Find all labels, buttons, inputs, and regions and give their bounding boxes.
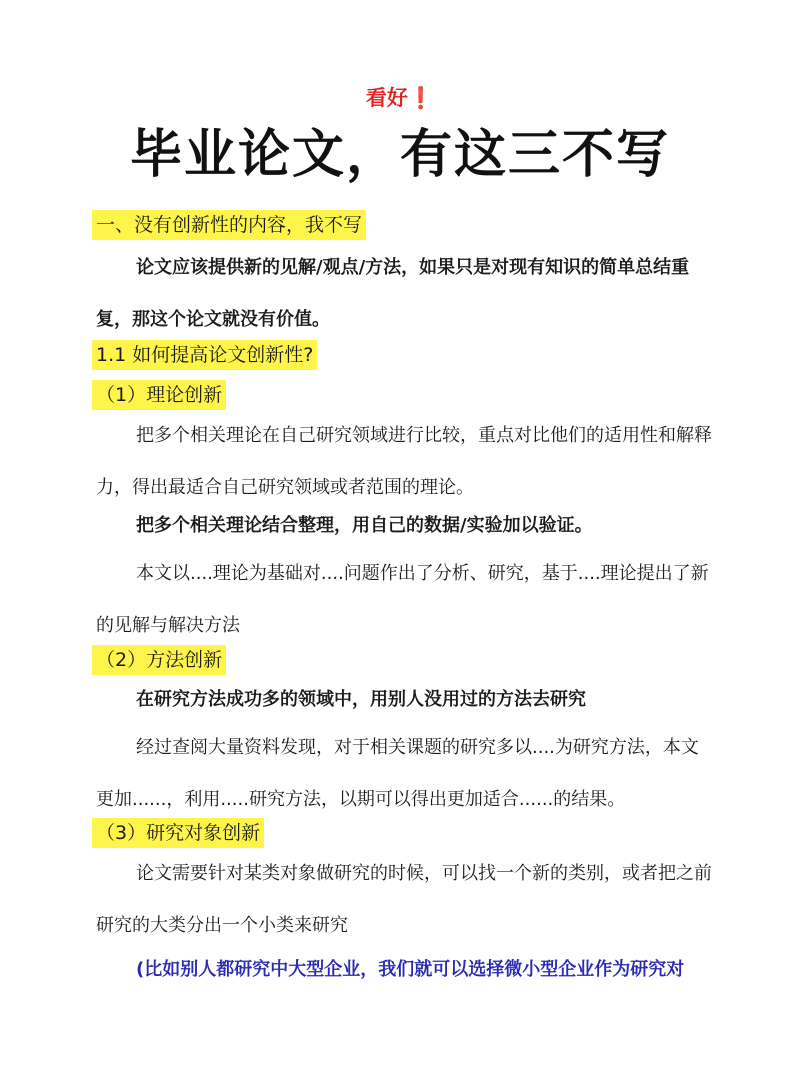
object-example-text: (比如别人都研究中大型企业，我们就可以选择微小型企业作为研究对	[136, 959, 685, 980]
question-heading: 1.1 如何提高论文创新性?	[92, 340, 317, 370]
theory-bold-text: 把多个相关理论结合整理，用自己的数据/实验加以验证。	[136, 515, 593, 536]
object-heading: （3）研究对象创新	[92, 818, 264, 848]
theory-example	[96, 548, 716, 652]
object-example	[96, 944, 716, 996]
section1-body	[96, 242, 716, 346]
header-tag: 看好❗	[365, 85, 435, 110]
method-bold-text: 在研究方法成功多的领域中，用别人没用过的方法去研究	[136, 689, 586, 710]
object-body	[96, 848, 716, 952]
section1-heading: 一、没有创新性的内容，我不写	[92, 210, 366, 240]
object-body-text: 论文需要针对某类对象做研究的时候，可以找一个新的类别，或者把之前研究的大类分出一个小类来研究	[96, 863, 712, 936]
section1-body-text: 论文应该提供新的见解/观点/方法，如果只是对现有知识的简单总结重复，那这个论文就没有价值。	[96, 257, 690, 330]
method-heading: （2）方法创新	[92, 645, 226, 675]
theory-bold-note	[96, 500, 716, 552]
method-example	[96, 722, 716, 826]
theory-heading: （1）理论创新	[92, 380, 226, 410]
page-title: 毕业论文，有这三不写	[129, 125, 670, 185]
theory-body-text: 把多个相关理论在自己研究领域进行比较，重点对比他们的适用性和解释力，得出最适合自己研究领域或者范围的理论。	[96, 425, 712, 498]
theory-body	[96, 410, 716, 514]
method-example-text: 经过查阅大量资料发现，对于相关课题的研究多以....为研究方法，本文更加......，利用.....研究方法，以期可以得出更加适合......的结果。	[96, 737, 699, 810]
theory-example-text: 本文以....理论为基础对....问题作出了分析、研究，基于....理论提出了新的见解与解决方法	[96, 563, 709, 636]
method-bold-note	[96, 674, 716, 726]
